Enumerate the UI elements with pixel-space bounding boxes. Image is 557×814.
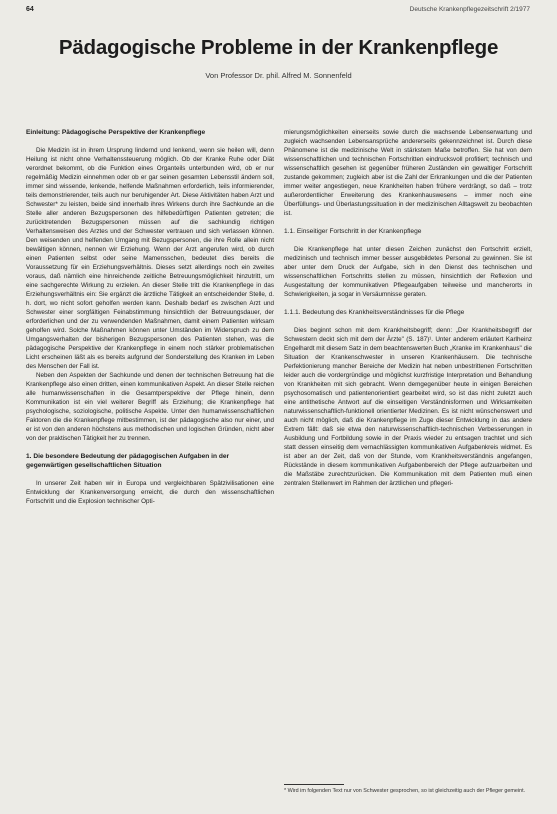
- spacer: [26, 443, 274, 452]
- article-title: Pädagogische Probleme in der Krankenpflege: [58, 36, 499, 59]
- section-heading-1: 1. Die besondere Bedeutung der pädagogischen Aufgaben in der gegenwärtigen gesellschaftlichen Situation: [26, 453, 230, 469]
- article-author: Von Professor Dr. phil. Alfred M. Sonnenfeld: [205, 71, 352, 80]
- footnote: * Wird im folgenden Text nur von Schwester gesprochen, so ist gleichzeitig auch der Pfleger gemeint.: [284, 788, 526, 794]
- section-heading-1-1: 1.1. Einseitiger Fortschritt in der Krankenpflege: [284, 228, 422, 235]
- paragraph: In unserer Zeit haben wir in Europa und vergleichbaren Spätzivilisationen eine Entwicklung der Krankenversorgung erreicht, die durch den wissenschaftlichen Fortschritt und die Explosion technischer Opti-: [26, 480, 274, 505]
- paragraph: Die Krankenpflege hat unter diesen Zeichen zunächst den Fortschritt erzielt, medizinisch und technisch immer besser ausgebildetes Personal zu gewinnen. Sie ist aber unter dem Druck der Aufgabe, sich in den Dienst des technischen und wissenschaftlichen Fortschritts stellen zu müssen, hinsichtlich der Reflexion und Ausgestaltung der kommunikativen Pflegeaufgaben teilweise und mancherorts in Schwierigkeiten, ja sogar in Versäumnisse geraten.: [284, 246, 532, 298]
- paragraph: Die Medizin ist in ihrem Ursprung lindernd und lenkend, wenn sie heilen will, denn Heilung ist nicht ohne Verhaltenssteuerung möglich. Ob der Kranke Ruhe oder Diät verordnet bekommt, ob die Funktion eines Organteils unterbunden wird, ob er nur regelmäßig Medizin einnehmen oder ob er gar seinen gesamten Lebensstil ändern soll, immer sind wissende, lenkende, helfende Maßnahmen erforderlich, teils informierender, teils demonstrierender, teils auch nur beruhigender Art. Diese Aktivitäten haben Arzt und Schwester* zu leisten, beide sind innerhalb ihres Wirkens durch ihre Sachkunde an die Stelle aller anderen Bezugspersonen des hilfebedürftigen Patienten getreten; die zurücktretenden Bezugspersonen müssen auf die sachkundig richtigen Verhaltensweisen des Arztes und der Schwester vertrauen und sich verlassen können. Den weisenden und helfenden Umgang mit Bezugspersonen, die ihre Rolle allein nicht bewältigen können, nennen wir Erziehung. Wenn der Arzt angerufen wird, ob durch einen Patienten selbst oder seine Mamensschen, bedeutet dies bereits die Voraussetzung für ein Erziehungsverhältnis. Dieses setzt allerdings noch ein zweites voraus, daß nämlich eine hinreichende zeitliche Betreuungsmöglichkeit hinzutritt, um eine sachgerechte Wirkung zu erzielen. An dieser Stelle tritt die Krankenpflege in das Erziehungsverhältnis ein: Sie ergänzt die ärztliche Tätigkeit an entscheidender Stelle, d. h. dort, wo nicht sofort geholfen werden kann. Deshalb bedarf es zwischen Arzt und Schwester einer sorgfältigen Feinabstimmung hinsichtlich der Betreuungsdauer, der erforderlichen und der zu verwendenden Maßnahmen, damit einem Patienten wirksam geholfen wird. Solche Maßnahmen können unter Umständen im Widerspruch zu dem Umgangsverhalten der bisherigen Bezugspersonen des Patienten stehen, was die pädagogische Perspektive der Krankenpflege in einem noch stärker problematischen Licht erscheinen läßt als es bereits aufgrund der Sonderstellung des Kranken im Leben des Menschen der Fall ist.: [26, 147, 274, 370]
- paragraph: mierungsmöglichkeiten einerseits sowie durch die wachsende Lebenserwartung und zugleich wachsenden Lebensansprüche andererseits gekennzeichnet ist. Durch diese Phänomene ist die medizinische Welt in stärkstem Maße betroffen. Sie hat von dem wissenschaftlichen und technischen Fortschritten eindrucksvoll profitiert; technisch und wissenschaftlich gesehen ist gegenüber früheren Zuständen ein gewaltiger Fortschritt zustande gekommen; zugleich aber ist die Zahl der Erkrankungen und die der Patienten immer weiter angestiegen, neue Krankheiten haben frühere verdrängt, so daß – trotz außerordentlicher Erweiterung des Krankenhauswesens – immer noch eine Überfüllungs- und Überlastungssituation in der medizinischen Alltagswelt zu beobachten ist.: [284, 129, 532, 217]
- left-column: [26, 128, 274, 506]
- paragraph: Neben den Aspekten der Sachkunde und denen der technischen Betreuung hat die Krankenpflege also einen dritten, einen kommunikativen Aspekt. An dieser Stelle reichen alle humanwissenschaften in die Gesamtperspektive der Pflege hinein, denn Kommunikation ist ein viel weiterer Begriff als Erziehung; die Krankenpflege hat psychologische, soziologische, politische Aspekte. Unter den humanwissenschaftlichen Faktoren die die Krankenpflege mitbestimmen, ist der pädagogische also nur einer, und er ist von den anderen höchstens aus methodischen und logischen Gründen, nicht aber von der praktischen Tätigkeit her zu trennen.: [26, 372, 274, 442]
- section-heading-intro: Einleitung: Pädagogische Perspektive der Krankenpflege: [26, 129, 206, 136]
- section-heading-1-1-1: 1.1.1. Bedeutung des Krankheitsverständnisses für die Pflege: [284, 309, 465, 316]
- page-number: 64: [26, 6, 34, 13]
- right-column: [284, 128, 532, 488]
- journal-header: Deutsche Krankenpflegezeitschrift 2/1977: [409, 6, 530, 13]
- footnote-rule: [284, 784, 344, 785]
- paragraph: Dies beginnt schon mit dem Krankheitsbegriff; denn: „Der Krankheitsbegriff der Schwestern deckt sich mit dem der Ärzte" (S. 187)¹. Unter anderem erläutert Karlheinz Engelhardt mit diesem Satz in dem beachtenswerten Buch „Kranke im Krankenhaus" die Situation der Krankenschwester in unseren Krankenhäusern. Die technische Perfektionierung mancher Bereiche der Medizin hat neben unbestrittenen Fortschritten leider auch die vordergründige und möglichst kurzfristige Interpretation und Behandlung von Krankheiten mit sich gebracht. Wenn demgegenüber heute in einigen Bereichen psychosomatisch und patientenorientiert gearbeitet wird, so ist das nicht zuletzt auch eine antithetische Antwort auf die einseitigen Verständnisformen und Wirksamkeiten naturwissenschaftlich-funktionell orientierter Medizinen. Es ist nicht wünschenswert und auch nicht möglich, daß die Krankenpflege im Zuge dieser Entwicklung in das andere Extrem fällt: daß sie etwa den naturwissenschaftlich-technischen Verbesserungen in Ausbildung und Fortbildung sowie in der Praxis wieder zu entsagen trachtet und sich statt dessen einseitig dem vernachlässigten kommunikativen Aufgabenkreis widmet. Es ist aber an der Zeit, daß von der Stunde, vom Krankheitsverständnis angefangen, Rückstände in diesem kommunikativen Aufgabenbereich der Pflege aufzuarbeiten und die Maßstäbe zurechtzurücken. Die Kommunikation mit dem Patienten muß einen zentralen Stellenwert im Rahmen der ärztlichen und pflegeri-: [284, 327, 532, 487]
